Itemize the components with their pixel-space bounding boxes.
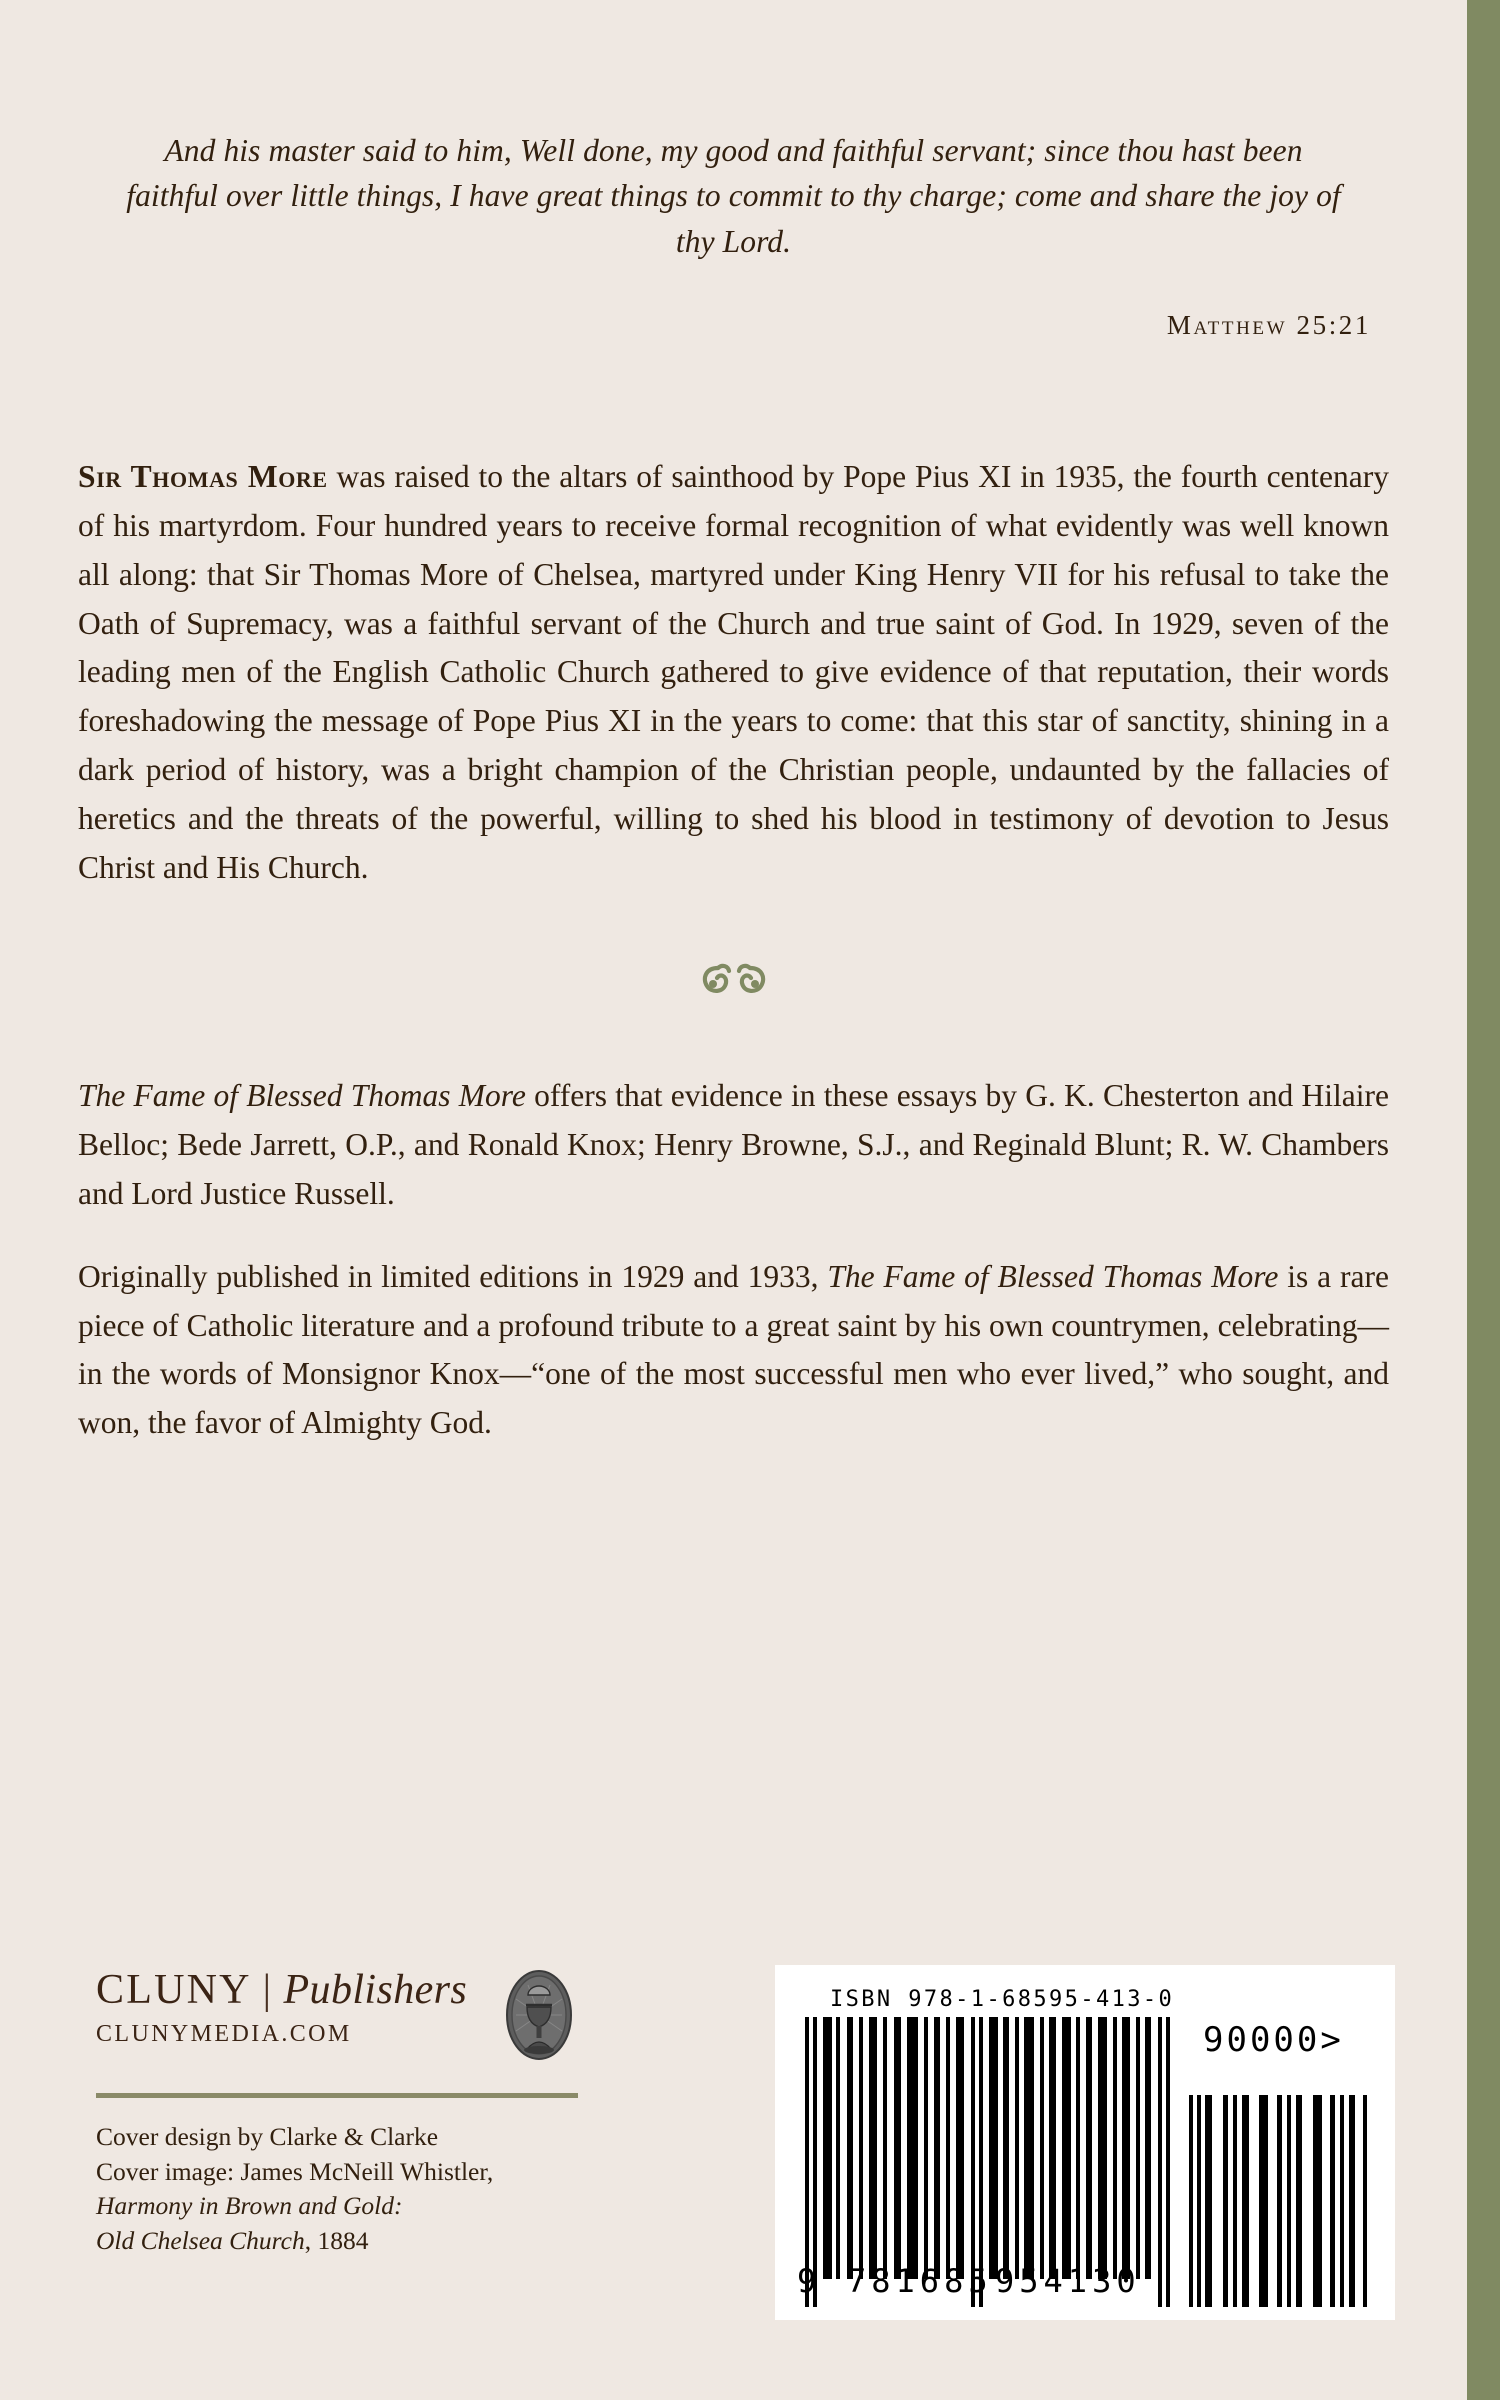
description [78, 453, 1389, 1448]
description-paragraph-1-text: was raised to the altars of sainthood by Pope Pius XI in 1935, the fourth centenary of his martyrdom. Four hundred years to receive formal recognition of what evidently was well known all along: that Sir Thomas More of Chelsea, martyred under King Henry VII for his refusal to take the Oath of Supremacy, was a faithful servant of the Church and true saint of God. In 1929, seven of the leading men of the English Catholic Church gathered to give evidence of that reputation, their words foreshadowing the message of Pope Pius XI in the years to come: that this star of sanctity, shining in a dark period of history, was a bright champion of the Christian people, undaunted by the fallacies of heretics and the threats of the powerful, willing to shed his blood in testimony of devotion to Jesus Christ and His Church. [78, 459, 1389, 885]
barcode-panel [775, 1965, 1395, 2320]
lead-small-caps: Sir Thomas More [78, 459, 328, 495]
credits-block [96, 2120, 716, 2259]
origin-text-part-2: is a rare piece of Catholic literature and a profound tribute to a great saint by his own countrymen, celebrating—in the words of Monsignor Knox—“one of the most successful men who ever lived,” who sought, and won, the favor of Almighty God. [78, 1258, 1389, 1441]
publisher-descriptor: Publishers [283, 1967, 468, 2013]
footer [0, 1955, 1467, 2400]
epigraph-text: And his master said to him, Well done, my good and faithful servant; since thou hast been faithful over little things, I have great things to commit to thy charge; come and share the joy of thy Lord. [126, 133, 1341, 259]
ean5-addon-barcode [1183, 2017, 1378, 2307]
credit-cover-design: Cover design by Clarke & Clarke [96, 2122, 439, 2151]
credit-artwork-year: , 1884 [304, 2226, 369, 2256]
publisher-website-url[interactable]: CLUNYMEDIA.COM [96, 2021, 352, 2047]
publisher-name-line [96, 1955, 716, 2011]
origin-text-part-1: Originally published in limited editions in 1929 and 1933, [78, 1258, 828, 1294]
spine-stripe [1467, 0, 1500, 2400]
description-paragraph-main [78, 453, 1389, 892]
publisher-column [96, 1955, 716, 2259]
isbn-caption: ISBN 978-1-68595-413-0 [830, 1987, 1175, 2012]
credit-artwork-title-line-2 [96, 2224, 716, 2259]
description-paragraph-essays [78, 1072, 1389, 1218]
epigraph [78, 128, 1389, 341]
publisher-brand: CLUNY [96, 1967, 252, 2013]
publisher-separator: | [262, 1967, 273, 2013]
ean-right-group: 954130 [995, 2262, 1141, 2300]
book-title-italic-essays: The Fame of Blessed Thomas More [78, 1078, 526, 1114]
essays-rest-text: offers that evidence in these essays by G. K. Chesterton and Hilaire Belloc; Bede Jarrett, O.P., and Ronald Knox; Henry Browne, S.J., and Reginald Blunt; R. W. Chambers and Lord Justice Russell. [78, 1078, 1389, 1212]
ornament-divider [78, 958, 1389, 1014]
epigraph-source: Matthew 25:21 [1166, 310, 1371, 341]
publisher-logo[interactable] [96, 1955, 716, 2073]
credit-artwork-title-line-1: Harmony in Brown and Gold: [96, 2191, 403, 2221]
ean-left-group: 781685 [847, 2262, 993, 2300]
credit-artwork-title-text: Old Chelsea Church [96, 2226, 305, 2256]
description-paragraph-origin [78, 1253, 1389, 1448]
ean-lead-digit: 9 [797, 2262, 817, 2300]
credit-cover-image: Cover image: James McNeill Whistler, [96, 2156, 494, 2186]
footer-divider-rule [96, 2093, 578, 2098]
book-title-italic-origin: The Fame of Blessed Thomas More [827, 1258, 1279, 1294]
fleuron-ornament [698, 958, 770, 1000]
chalice-emblem [504, 1969, 574, 2061]
barcode-addon-digits: 90000> [1203, 2020, 1344, 2060]
